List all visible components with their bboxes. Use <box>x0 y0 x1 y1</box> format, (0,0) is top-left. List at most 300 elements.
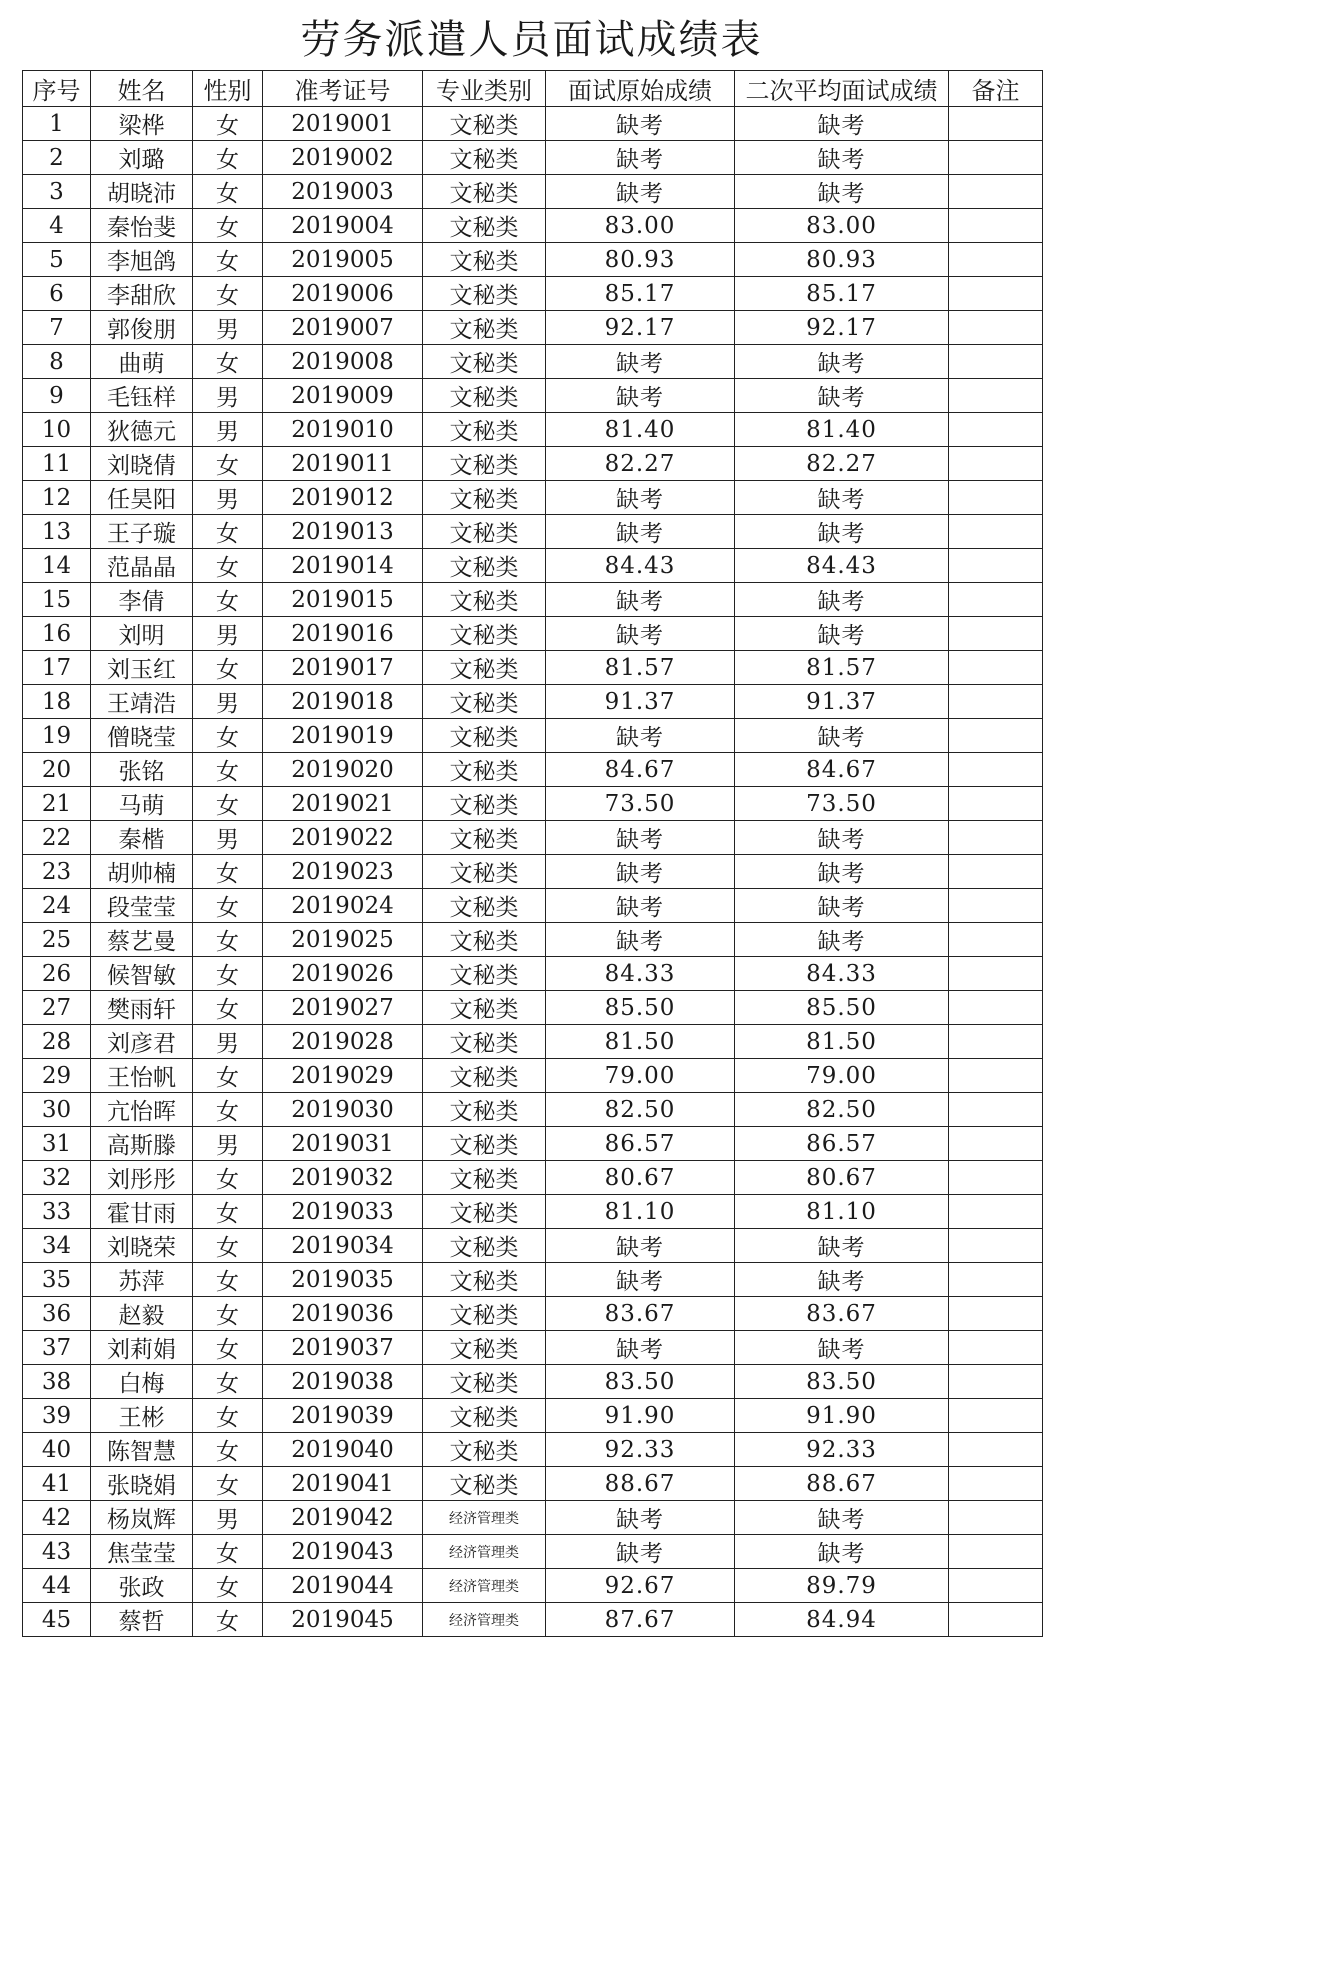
cell-exam-number: 2019013 <box>263 515 423 549</box>
cell-remarks <box>949 447 1043 481</box>
cell-raw-score: 84.33 <box>546 957 735 991</box>
cell-index: 36 <box>23 1297 91 1331</box>
cell-raw-score: 87.67 <box>546 1603 735 1637</box>
cell-gender: 女 <box>193 175 263 209</box>
table-row <box>23 1195 1043 1229</box>
cell-remarks <box>949 855 1043 889</box>
cell-gender: 女 <box>193 107 263 141</box>
cell-index: 30 <box>23 1093 91 1127</box>
cell-raw-score: 84.67 <box>546 753 735 787</box>
cell-name: 秦怡斐 <box>91 209 193 243</box>
cell-category: 文秘类 <box>423 1467 546 1501</box>
cell-raw-score: 缺考 <box>546 1331 735 1365</box>
cell-average-score: 84.43 <box>735 549 949 583</box>
cell-gender: 女 <box>193 1331 263 1365</box>
cell-category: 文秘类 <box>423 447 546 481</box>
cell-gender: 女 <box>193 447 263 481</box>
cell-gender: 女 <box>193 889 263 923</box>
table-row <box>23 175 1043 209</box>
cell-name: 梁桦 <box>91 107 193 141</box>
cell-name: 赵毅 <box>91 1297 193 1331</box>
cell-raw-score: 缺考 <box>546 855 735 889</box>
cell-name: 蔡艺曼 <box>91 923 193 957</box>
cell-raw-score: 83.67 <box>546 1297 735 1331</box>
cell-raw-score: 缺考 <box>546 583 735 617</box>
cell-raw-score: 92.17 <box>546 311 735 345</box>
cell-name: 马萌 <box>91 787 193 821</box>
cell-remarks <box>949 1331 1043 1365</box>
cell-average-score: 缺考 <box>735 1263 949 1297</box>
cell-exam-number: 2019014 <box>263 549 423 583</box>
cell-raw-score: 92.67 <box>546 1569 735 1603</box>
cell-raw-score: 81.10 <box>546 1195 735 1229</box>
cell-average-score: 89.79 <box>735 1569 949 1603</box>
cell-remarks <box>949 141 1043 175</box>
cell-remarks <box>949 175 1043 209</box>
cell-exam-number: 2019026 <box>263 957 423 991</box>
table-row <box>23 957 1043 991</box>
cell-raw-score: 81.57 <box>546 651 735 685</box>
cell-name: 王靖浩 <box>91 685 193 719</box>
cell-index: 3 <box>23 175 91 209</box>
cell-name: 张铭 <box>91 753 193 787</box>
table-row <box>23 685 1043 719</box>
cell-average-score: 85.50 <box>735 991 949 1025</box>
cell-raw-score: 73.50 <box>546 787 735 821</box>
cell-index: 19 <box>23 719 91 753</box>
cell-index: 9 <box>23 379 91 413</box>
cell-exam-number: 2019042 <box>263 1501 423 1535</box>
cell-gender: 女 <box>193 515 263 549</box>
cell-remarks <box>949 1025 1043 1059</box>
cell-category: 经济管理类 <box>423 1501 546 1535</box>
cell-raw-score: 86.57 <box>546 1127 735 1161</box>
cell-category: 文秘类 <box>423 923 546 957</box>
cell-name: 王怡帆 <box>91 1059 193 1093</box>
cell-name: 焦莹莹 <box>91 1535 193 1569</box>
cell-average-score: 缺考 <box>735 1331 949 1365</box>
table-row <box>23 1127 1043 1161</box>
cell-raw-score: 82.27 <box>546 447 735 481</box>
cell-category: 文秘类 <box>423 1399 546 1433</box>
cell-gender: 女 <box>193 1059 263 1093</box>
cell-average-score: 缺考 <box>735 1535 949 1569</box>
cell-category: 文秘类 <box>423 583 546 617</box>
cell-index: 39 <box>23 1399 91 1433</box>
cell-exam-number: 2019043 <box>263 1535 423 1569</box>
table-header-row <box>23 71 1043 107</box>
table-row <box>23 1365 1043 1399</box>
cell-gender: 女 <box>193 753 263 787</box>
cell-remarks <box>949 719 1043 753</box>
cell-exam-number: 2019019 <box>263 719 423 753</box>
cell-name: 苏萍 <box>91 1263 193 1297</box>
cell-gender: 女 <box>193 719 263 753</box>
cell-raw-score: 85.50 <box>546 991 735 1025</box>
cell-raw-score: 缺考 <box>546 141 735 175</box>
cell-exam-number: 2019038 <box>263 1365 423 1399</box>
cell-category: 文秘类 <box>423 1229 546 1263</box>
cell-name: 张晓娟 <box>91 1467 193 1501</box>
cell-average-score: 81.10 <box>735 1195 949 1229</box>
cell-gender: 女 <box>193 1433 263 1467</box>
cell-category: 文秘类 <box>423 277 546 311</box>
cell-category: 文秘类 <box>423 481 546 515</box>
cell-index: 22 <box>23 821 91 855</box>
table-row <box>23 141 1043 175</box>
cell-name: 霍甘雨 <box>91 1195 193 1229</box>
cell-remarks <box>949 1467 1043 1501</box>
cell-average-score: 缺考 <box>735 855 949 889</box>
cell-raw-score: 80.93 <box>546 243 735 277</box>
cell-index: 29 <box>23 1059 91 1093</box>
cell-remarks <box>949 1059 1043 1093</box>
cell-raw-score: 缺考 <box>546 889 735 923</box>
cell-category: 文秘类 <box>423 209 546 243</box>
cell-average-score: 缺考 <box>735 1501 949 1535</box>
cell-exam-number: 2019008 <box>263 345 423 379</box>
cell-index: 5 <box>23 243 91 277</box>
cell-index: 4 <box>23 209 91 243</box>
cell-category: 文秘类 <box>423 1195 546 1229</box>
cell-exam-number: 2019009 <box>263 379 423 413</box>
cell-exam-number: 2019033 <box>263 1195 423 1229</box>
cell-average-score: 84.33 <box>735 957 949 991</box>
cell-index: 42 <box>23 1501 91 1535</box>
cell-category: 文秘类 <box>423 651 546 685</box>
table-row <box>23 889 1043 923</box>
cell-category: 文秘类 <box>423 685 546 719</box>
cell-average-score: 83.00 <box>735 209 949 243</box>
cell-gender: 女 <box>193 549 263 583</box>
cell-index: 28 <box>23 1025 91 1059</box>
cell-average-score: 缺考 <box>735 583 949 617</box>
cell-index: 32 <box>23 1161 91 1195</box>
cell-gender: 女 <box>193 583 263 617</box>
cell-name: 高斯滕 <box>91 1127 193 1161</box>
cell-category: 文秘类 <box>423 1127 546 1161</box>
cell-exam-number: 2019024 <box>263 889 423 923</box>
cell-name: 李旭鸽 <box>91 243 193 277</box>
cell-category: 文秘类 <box>423 991 546 1025</box>
cell-remarks <box>949 1127 1043 1161</box>
cell-index: 7 <box>23 311 91 345</box>
cell-name: 刘璐 <box>91 141 193 175</box>
table-row <box>23 277 1043 311</box>
cell-average-score: 84.67 <box>735 753 949 787</box>
cell-category: 文秘类 <box>423 379 546 413</box>
cell-exam-number: 2019001 <box>263 107 423 141</box>
cell-index: 8 <box>23 345 91 379</box>
cell-exam-number: 2019016 <box>263 617 423 651</box>
cell-gender: 男 <box>193 379 263 413</box>
table-row <box>23 1569 1043 1603</box>
cell-exam-number: 2019034 <box>263 1229 423 1263</box>
cell-gender: 女 <box>193 855 263 889</box>
cell-name: 任昊阳 <box>91 481 193 515</box>
table-row <box>23 481 1043 515</box>
cell-average-score: 84.94 <box>735 1603 949 1637</box>
cell-gender: 女 <box>193 651 263 685</box>
cell-category: 文秘类 <box>423 1025 546 1059</box>
cell-index: 35 <box>23 1263 91 1297</box>
cell-gender: 女 <box>193 243 263 277</box>
cell-category: 经济管理类 <box>423 1569 546 1603</box>
cell-gender: 男 <box>193 1127 263 1161</box>
cell-category: 文秘类 <box>423 821 546 855</box>
cell-index: 12 <box>23 481 91 515</box>
cell-exam-number: 2019017 <box>263 651 423 685</box>
cell-index: 37 <box>23 1331 91 1365</box>
cell-category: 经济管理类 <box>423 1535 546 1569</box>
cell-category: 文秘类 <box>423 243 546 277</box>
cell-average-score: 缺考 <box>735 107 949 141</box>
cell-gender: 男 <box>193 413 263 447</box>
cell-exam-number: 2019007 <box>263 311 423 345</box>
cell-exam-number: 2019020 <box>263 753 423 787</box>
cell-average-score: 缺考 <box>735 515 949 549</box>
header-remarks: 备注 <box>949 71 1043 107</box>
cell-index: 26 <box>23 957 91 991</box>
cell-average-score: 88.67 <box>735 1467 949 1501</box>
cell-category: 文秘类 <box>423 753 546 787</box>
cell-category: 文秘类 <box>423 787 546 821</box>
cell-category: 文秘类 <box>423 549 546 583</box>
cell-remarks <box>949 549 1043 583</box>
cell-gender: 男 <box>193 821 263 855</box>
cell-average-score: 81.50 <box>735 1025 949 1059</box>
cell-exam-number: 2019031 <box>263 1127 423 1161</box>
cell-average-score: 83.50 <box>735 1365 949 1399</box>
cell-index: 6 <box>23 277 91 311</box>
cell-remarks <box>949 1535 1043 1569</box>
cell-gender: 女 <box>193 141 263 175</box>
cell-gender: 女 <box>193 1263 263 1297</box>
header-exam-number: 准考证号 <box>263 71 423 107</box>
table-body <box>23 107 1043 1637</box>
cell-average-score: 缺考 <box>735 345 949 379</box>
cell-name: 杨岚辉 <box>91 1501 193 1535</box>
cell-average-score: 缺考 <box>735 889 949 923</box>
cell-gender: 女 <box>193 991 263 1025</box>
cell-remarks <box>949 1365 1043 1399</box>
table-row <box>23 855 1043 889</box>
cell-index: 25 <box>23 923 91 957</box>
table-row <box>23 1025 1043 1059</box>
table-row <box>23 753 1043 787</box>
cell-exam-number: 2019028 <box>263 1025 423 1059</box>
cell-remarks <box>949 889 1043 923</box>
cell-remarks <box>949 345 1043 379</box>
cell-name: 刘玉红 <box>91 651 193 685</box>
cell-remarks <box>949 617 1043 651</box>
cell-category: 文秘类 <box>423 889 546 923</box>
cell-raw-score: 91.37 <box>546 685 735 719</box>
cell-name: 李倩 <box>91 583 193 617</box>
cell-name: 刘晓荣 <box>91 1229 193 1263</box>
cell-name: 胡晓沛 <box>91 175 193 209</box>
cell-name: 郭俊朋 <box>91 311 193 345</box>
cell-raw-score: 缺考 <box>546 719 735 753</box>
cell-raw-score: 83.50 <box>546 1365 735 1399</box>
cell-remarks <box>949 1501 1043 1535</box>
cell-raw-score: 81.50 <box>546 1025 735 1059</box>
cell-index: 41 <box>23 1467 91 1501</box>
cell-exam-number: 2019035 <box>263 1263 423 1297</box>
cell-gender: 女 <box>193 1297 263 1331</box>
cell-exam-number: 2019040 <box>263 1433 423 1467</box>
cell-category: 文秘类 <box>423 1433 546 1467</box>
cell-remarks <box>949 107 1043 141</box>
cell-exam-number: 2019002 <box>263 141 423 175</box>
cell-raw-score: 缺考 <box>546 1535 735 1569</box>
cell-exam-number: 2019041 <box>263 1467 423 1501</box>
cell-raw-score: 缺考 <box>546 617 735 651</box>
cell-category: 文秘类 <box>423 311 546 345</box>
cell-remarks <box>949 957 1043 991</box>
header-category: 专业类别 <box>423 71 546 107</box>
cell-raw-score: 91.90 <box>546 1399 735 1433</box>
cell-category: 文秘类 <box>423 515 546 549</box>
cell-exam-number: 2019005 <box>263 243 423 277</box>
table-row <box>23 209 1043 243</box>
cell-remarks <box>949 1297 1043 1331</box>
cell-exam-number: 2019011 <box>263 447 423 481</box>
cell-index: 17 <box>23 651 91 685</box>
cell-gender: 女 <box>193 923 263 957</box>
cell-name: 刘彤彤 <box>91 1161 193 1195</box>
table-row <box>23 107 1043 141</box>
cell-remarks <box>949 753 1043 787</box>
cell-gender: 男 <box>193 481 263 515</box>
cell-gender: 男 <box>193 1025 263 1059</box>
table-row <box>23 1501 1043 1535</box>
cell-index: 34 <box>23 1229 91 1263</box>
cell-exam-number: 2019022 <box>263 821 423 855</box>
cell-index: 2 <box>23 141 91 175</box>
table-row <box>23 617 1043 651</box>
cell-index: 20 <box>23 753 91 787</box>
table-row <box>23 719 1043 753</box>
cell-name: 刘彦君 <box>91 1025 193 1059</box>
header-raw-score: 面试原始成绩 <box>546 71 735 107</box>
cell-raw-score: 84.43 <box>546 549 735 583</box>
cell-name: 王彬 <box>91 1399 193 1433</box>
cell-category: 文秘类 <box>423 1059 546 1093</box>
cell-index: 16 <box>23 617 91 651</box>
cell-category: 文秘类 <box>423 141 546 175</box>
cell-remarks <box>949 481 1043 515</box>
cell-average-score: 80.67 <box>735 1161 949 1195</box>
cell-exam-number: 2019010 <box>263 413 423 447</box>
cell-average-score: 缺考 <box>735 481 949 515</box>
table-row <box>23 1059 1043 1093</box>
cell-category: 文秘类 <box>423 413 546 447</box>
cell-name: 陈智慧 <box>91 1433 193 1467</box>
cell-raw-score: 缺考 <box>546 379 735 413</box>
table-row <box>23 1229 1043 1263</box>
table-row <box>23 311 1043 345</box>
table-row <box>23 1331 1043 1365</box>
cell-category: 文秘类 <box>423 1161 546 1195</box>
cell-exam-number: 2019039 <box>263 1399 423 1433</box>
cell-exam-number: 2019003 <box>263 175 423 209</box>
cell-average-score: 缺考 <box>735 379 949 413</box>
cell-exam-number: 2019045 <box>263 1603 423 1637</box>
table-row <box>23 1467 1043 1501</box>
cell-raw-score: 82.50 <box>546 1093 735 1127</box>
table-row <box>23 991 1043 1025</box>
table-row <box>23 787 1043 821</box>
cell-index: 11 <box>23 447 91 481</box>
cell-gender: 男 <box>193 617 263 651</box>
cell-average-score: 83.67 <box>735 1297 949 1331</box>
cell-index: 44 <box>23 1569 91 1603</box>
cell-category: 文秘类 <box>423 617 546 651</box>
cell-name: 候智敏 <box>91 957 193 991</box>
table-row <box>23 583 1043 617</box>
cell-category: 文秘类 <box>423 855 546 889</box>
cell-name: 僧晓莹 <box>91 719 193 753</box>
cell-raw-score: 缺考 <box>546 481 735 515</box>
cell-index: 10 <box>23 413 91 447</box>
cell-remarks <box>949 311 1043 345</box>
cell-remarks <box>949 651 1043 685</box>
cell-average-score: 82.50 <box>735 1093 949 1127</box>
cell-exam-number: 2019027 <box>263 991 423 1025</box>
cell-average-score: 缺考 <box>735 821 949 855</box>
cell-name: 白梅 <box>91 1365 193 1399</box>
cell-index: 38 <box>23 1365 91 1399</box>
cell-remarks <box>949 413 1043 447</box>
cell-gender: 女 <box>193 1399 263 1433</box>
cell-remarks <box>949 1195 1043 1229</box>
cell-remarks <box>949 1263 1043 1297</box>
cell-raw-score: 81.40 <box>546 413 735 447</box>
cell-remarks <box>949 515 1043 549</box>
header-gender: 性别 <box>193 71 263 107</box>
cell-name: 李甜欣 <box>91 277 193 311</box>
cell-gender: 女 <box>193 1161 263 1195</box>
cell-remarks <box>949 379 1043 413</box>
cell-exam-number: 2019044 <box>263 1569 423 1603</box>
cell-name: 刘明 <box>91 617 193 651</box>
cell-raw-score: 缺考 <box>546 1501 735 1535</box>
table-row <box>23 1093 1043 1127</box>
table-row <box>23 243 1043 277</box>
cell-raw-score: 83.00 <box>546 209 735 243</box>
cell-exam-number: 2019004 <box>263 209 423 243</box>
cell-gender: 男 <box>193 1501 263 1535</box>
cell-category: 文秘类 <box>423 957 546 991</box>
header-average-score: 二次平均面试成绩 <box>735 71 949 107</box>
cell-remarks <box>949 1603 1043 1637</box>
table-row <box>23 379 1043 413</box>
cell-name: 毛钰样 <box>91 379 193 413</box>
cell-name: 樊雨轩 <box>91 991 193 1025</box>
cell-index: 24 <box>23 889 91 923</box>
table-row <box>23 651 1043 685</box>
cell-average-score: 91.90 <box>735 1399 949 1433</box>
table-row <box>23 1161 1043 1195</box>
cell-remarks <box>949 583 1043 617</box>
cell-average-score: 81.57 <box>735 651 949 685</box>
cell-raw-score: 缺考 <box>546 821 735 855</box>
cell-remarks <box>949 787 1043 821</box>
cell-index: 23 <box>23 855 91 889</box>
cell-gender: 女 <box>193 209 263 243</box>
cell-raw-score: 79.00 <box>546 1059 735 1093</box>
